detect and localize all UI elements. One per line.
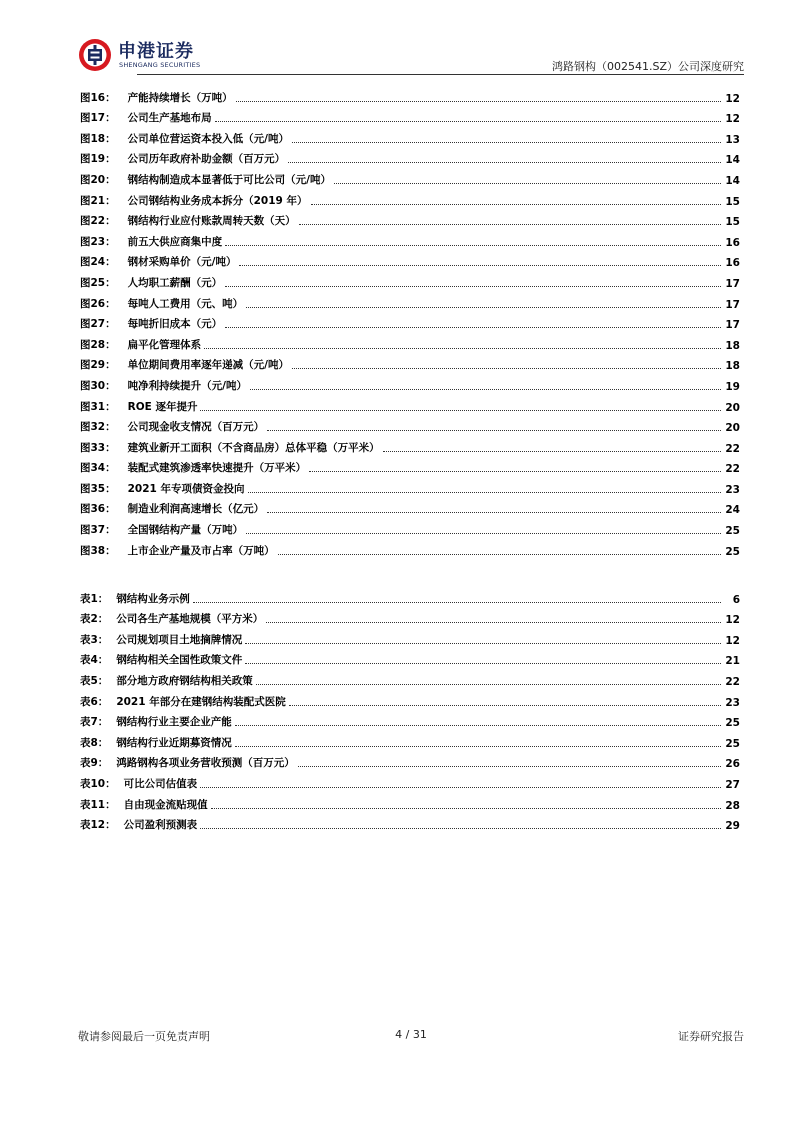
- entry-page-number: 25: [725, 717, 740, 730]
- entry-number: 图30：: [80, 379, 116, 392]
- table-toc-entry[interactable]: [80, 647, 740, 668]
- entry-number: 图22：: [80, 215, 116, 228]
- entry-page-number: 20: [725, 422, 740, 435]
- entry-page-number: 28: [725, 799, 740, 812]
- entry-page-number: 18: [725, 360, 740, 373]
- entry-number: 图21：: [80, 194, 116, 207]
- entry-page-number: 16: [725, 236, 740, 249]
- entry-page-number: 26: [725, 758, 740, 771]
- entry-title: 制造业利润高速增长（亿元）: [127, 503, 265, 516]
- dot-leader: [278, 553, 721, 555]
- dot-leader: [235, 724, 721, 726]
- entry-number: 图16：: [80, 91, 116, 104]
- entry-title: 钢结构行业应付账款周转天数（天）: [127, 215, 296, 228]
- entry-title: 钢结构业务示例: [116, 592, 190, 605]
- entry-title: 公司钢结构业务成本拆分（2019 年）: [127, 194, 308, 207]
- entry-title: 公司历年政府补助金额（百万元）: [127, 153, 286, 166]
- entry-title: 公司各生产基地规模（平方米）: [116, 613, 264, 626]
- entry-title: 单位期间费用率逐年递减（元/吨）: [127, 359, 289, 372]
- entry-number: 图28：: [80, 338, 116, 351]
- figure-toc-entry[interactable]: [80, 105, 740, 126]
- figure-toc-entry[interactable]: [80, 455, 740, 476]
- figure-toc-entry[interactable]: [80, 84, 740, 105]
- footer-disclaimer: 敬请参阅最后一页免责声明: [78, 1030, 210, 1043]
- page-footer: [78, 1028, 744, 1044]
- dot-leader: [246, 532, 721, 534]
- entry-title: 产能持续增长（万吨）: [127, 91, 233, 104]
- entry-title: 钢结构行业主要企业产能: [116, 716, 232, 729]
- figure-toc-entry[interactable]: [80, 372, 740, 393]
- dot-leader: [245, 662, 721, 664]
- dot-leader: [225, 285, 721, 287]
- entry-title: 钢结构制造成本显著低于可比公司（元/吨）: [127, 173, 331, 186]
- dot-leader: [235, 745, 721, 747]
- dot-leader: [200, 409, 721, 411]
- entry-page-number: 22: [725, 442, 740, 455]
- figure-toc-entry[interactable]: [80, 311, 740, 332]
- entry-number: 图32：: [80, 421, 116, 434]
- entry-title: 公司规划项目土地摘牌情况: [116, 633, 243, 646]
- dot-leader: [256, 683, 721, 685]
- figure-toc-entry[interactable]: [80, 290, 740, 311]
- figure-toc-entry[interactable]: [80, 187, 740, 208]
- figure-toc-entry[interactable]: [80, 228, 740, 249]
- dot-leader: [288, 161, 721, 163]
- page-header: [78, 34, 744, 74]
- entry-title: 前五大供应商集中度: [127, 235, 223, 248]
- entry-page-number: 23: [725, 483, 740, 496]
- entry-number: 表4：: [80, 654, 109, 667]
- entry-title: 鸿路钢构各项业务营收预测（百万元）: [116, 757, 295, 770]
- figure-toc-entry[interactable]: [80, 516, 740, 537]
- entry-number: 表5：: [80, 674, 109, 687]
- figure-toc-entry[interactable]: [80, 475, 740, 496]
- figure-toc-entry[interactable]: [80, 269, 740, 290]
- entry-page-number: 16: [725, 257, 740, 270]
- entry-title: 人均职工薪酬（元）: [127, 276, 223, 289]
- entry-page-number: 29: [725, 820, 740, 833]
- table-toc-entry[interactable]: [80, 667, 740, 688]
- figure-toc-entry[interactable]: [80, 434, 740, 455]
- entry-title: 公司生产基地布局: [127, 112, 212, 125]
- dot-leader: [292, 367, 721, 369]
- entry-title: 自由现金流贴现值: [123, 798, 208, 811]
- table-toc-entry[interactable]: [80, 750, 740, 771]
- footer-report-type: 证券研究报告: [678, 1030, 744, 1043]
- entry-number: 表6：: [80, 695, 109, 708]
- entry-title: 全国钢结构产量（万吨）: [127, 524, 244, 537]
- entry-page-number: 22: [725, 675, 740, 688]
- dot-leader: [299, 223, 721, 225]
- table-toc-entry[interactable]: [80, 770, 740, 791]
- table-list: [80, 585, 740, 832]
- entry-number: 表11：: [80, 798, 116, 811]
- entry-title: 钢结构相关全国性政策文件: [116, 654, 243, 667]
- entry-page-number: 27: [725, 778, 740, 791]
- entry-number: 图31：: [80, 400, 116, 413]
- dot-leader: [298, 765, 721, 767]
- dot-leader: [193, 601, 721, 603]
- entry-title: 钢结构行业近期募资情况: [116, 736, 232, 749]
- entry-number: 图19：: [80, 153, 116, 166]
- entry-title: 每吨人工费用（元、吨）: [127, 297, 244, 310]
- entry-title: 公司单位营运资本投入低（元/吨）: [127, 132, 289, 145]
- shengang-logo-icon: [78, 38, 112, 72]
- entry-page-number: 17: [725, 319, 740, 332]
- entry-page-number: 12: [725, 614, 740, 627]
- dot-leader: [225, 244, 721, 246]
- entry-number: 表2：: [80, 613, 109, 626]
- figure-toc-entry[interactable]: [80, 125, 740, 146]
- dot-leader: [311, 203, 721, 205]
- entry-number: 表1：: [80, 592, 109, 605]
- entry-title: 2021 年部分在建钢结构装配式医院: [116, 695, 286, 708]
- figure-toc-entry[interactable]: [80, 331, 740, 352]
- entry-number: 图37：: [80, 524, 116, 537]
- entry-number: 图29：: [80, 359, 116, 372]
- entry-title: ROE 逐年提升: [127, 400, 198, 413]
- figure-toc-entry[interactable]: [80, 393, 740, 414]
- entry-title: 上市企业产量及市占率（万吨）: [127, 544, 275, 557]
- entry-number: 图23：: [80, 235, 116, 248]
- figure-toc-entry[interactable]: [80, 208, 740, 229]
- entry-number: 图35：: [80, 482, 116, 495]
- entry-page-number: 12: [725, 113, 740, 126]
- entry-page-number: 6: [732, 593, 740, 606]
- entry-number: 表12：: [80, 819, 116, 832]
- entry-number: 图26：: [80, 297, 116, 310]
- entry-page-number: 21: [725, 655, 740, 668]
- entry-page-number: 25: [725, 737, 740, 750]
- table-toc-entry[interactable]: [80, 709, 740, 730]
- entry-number: 图33：: [80, 441, 116, 454]
- entry-page-number: 17: [725, 298, 740, 311]
- dot-leader: [334, 182, 721, 184]
- dot-leader: [236, 100, 721, 102]
- dot-leader: [245, 642, 721, 644]
- dot-leader: [204, 347, 721, 349]
- figure-toc-entry[interactable]: [80, 496, 740, 517]
- entry-page-number: 25: [725, 545, 740, 558]
- dot-leader: [211, 807, 721, 809]
- entry-number: 图20：: [80, 173, 116, 186]
- entry-number: 表9：: [80, 757, 109, 770]
- entry-title: 部分地方政府钢结构相关政策: [116, 674, 253, 687]
- entry-page-number: 24: [725, 504, 740, 517]
- logo-text-cn: 申港证券: [118, 41, 194, 62]
- logo-text-en: SHENGANG SECURITIES: [119, 61, 201, 69]
- entry-number: 表8：: [80, 736, 109, 749]
- dot-leader: [200, 786, 721, 788]
- dot-leader: [267, 511, 721, 513]
- entry-title: 公司盈利预测表: [123, 819, 198, 832]
- table-toc-entry[interactable]: [80, 606, 740, 627]
- entry-number: 图36：: [80, 503, 116, 516]
- dot-leader: [250, 388, 721, 390]
- dot-leader: [266, 621, 721, 623]
- entry-number: 图38：: [80, 544, 116, 557]
- entry-page-number: 25: [725, 525, 740, 538]
- entry-number: 图25：: [80, 276, 116, 289]
- dot-leader: [309, 470, 721, 472]
- entry-page-number: 15: [725, 216, 740, 229]
- entry-number: 表7：: [80, 716, 109, 729]
- header-divider: [137, 74, 744, 75]
- entry-number: 图18：: [80, 132, 116, 145]
- dot-leader: [248, 491, 721, 493]
- dot-leader: [215, 120, 721, 122]
- entry-page-number: 23: [725, 696, 740, 709]
- page-number: 4 / 31: [395, 1028, 427, 1041]
- entry-page-number: 22: [725, 463, 740, 476]
- entry-number: 图27：: [80, 318, 116, 331]
- entry-number: 图17：: [80, 112, 116, 125]
- dot-leader: [246, 306, 721, 308]
- entry-title: 每吨折旧成本（元）: [127, 318, 223, 331]
- dot-leader: [383, 450, 721, 452]
- entry-number: 图24：: [80, 256, 116, 269]
- entry-title: 钢材采购单价（元/吨）: [127, 256, 237, 269]
- dot-leader: [225, 326, 721, 328]
- entry-title: 2021 年专项债资金投向: [127, 482, 245, 495]
- entry-title: 公司现金收支情况（百万元）: [127, 421, 265, 434]
- entry-title: 吨净利持续提升（元/吨）: [127, 379, 247, 392]
- figure-toc-entry[interactable]: [80, 537, 740, 558]
- figure-toc-entry[interactable]: [80, 249, 740, 270]
- table-toc-entry[interactable]: [80, 688, 740, 709]
- entry-page-number: 17: [725, 277, 740, 290]
- entry-number: 图34：: [80, 462, 116, 475]
- entry-title: 可比公司估值表: [123, 777, 198, 790]
- figure-toc-entry[interactable]: [80, 352, 740, 373]
- entry-page-number: 12: [725, 634, 740, 647]
- entry-page-number: 14: [725, 154, 740, 167]
- entry-page-number: 14: [725, 174, 740, 187]
- entry-page-number: 12: [725, 92, 740, 105]
- table-toc-entry[interactable]: [80, 729, 740, 750]
- dot-leader: [267, 429, 721, 431]
- entry-page-number: 20: [725, 401, 740, 414]
- figure-toc-entry[interactable]: [80, 166, 740, 187]
- dot-leader: [239, 264, 721, 266]
- table-toc-entry[interactable]: [80, 812, 740, 833]
- entry-page-number: 15: [725, 195, 740, 208]
- table-toc-entry[interactable]: [80, 585, 740, 606]
- entry-title: 扁平化管理体系: [127, 338, 202, 351]
- entry-page-number: 18: [725, 339, 740, 352]
- entry-number: 表10：: [80, 777, 116, 790]
- table-toc-entry[interactable]: [80, 626, 740, 647]
- entry-page-number: 13: [725, 133, 740, 146]
- figure-list: [80, 84, 740, 558]
- figure-toc-entry[interactable]: [80, 146, 740, 167]
- entry-title: 装配式建筑渗透率快速提升（万平米）: [127, 462, 307, 475]
- dot-leader: [292, 141, 721, 143]
- dot-leader: [200, 827, 721, 829]
- table-toc-entry[interactable]: [80, 791, 740, 812]
- entry-page-number: 19: [725, 380, 740, 393]
- entry-number: 表3：: [80, 633, 109, 646]
- figure-toc-entry[interactable]: [80, 414, 740, 435]
- report-title: 鸿路钢构（002541.SZ）公司深度研究: [551, 60, 744, 73]
- entry-title: 建筑业新开工面积（不含商品房）总体平稳（万平米）: [127, 441, 380, 454]
- dot-leader: [289, 704, 721, 706]
